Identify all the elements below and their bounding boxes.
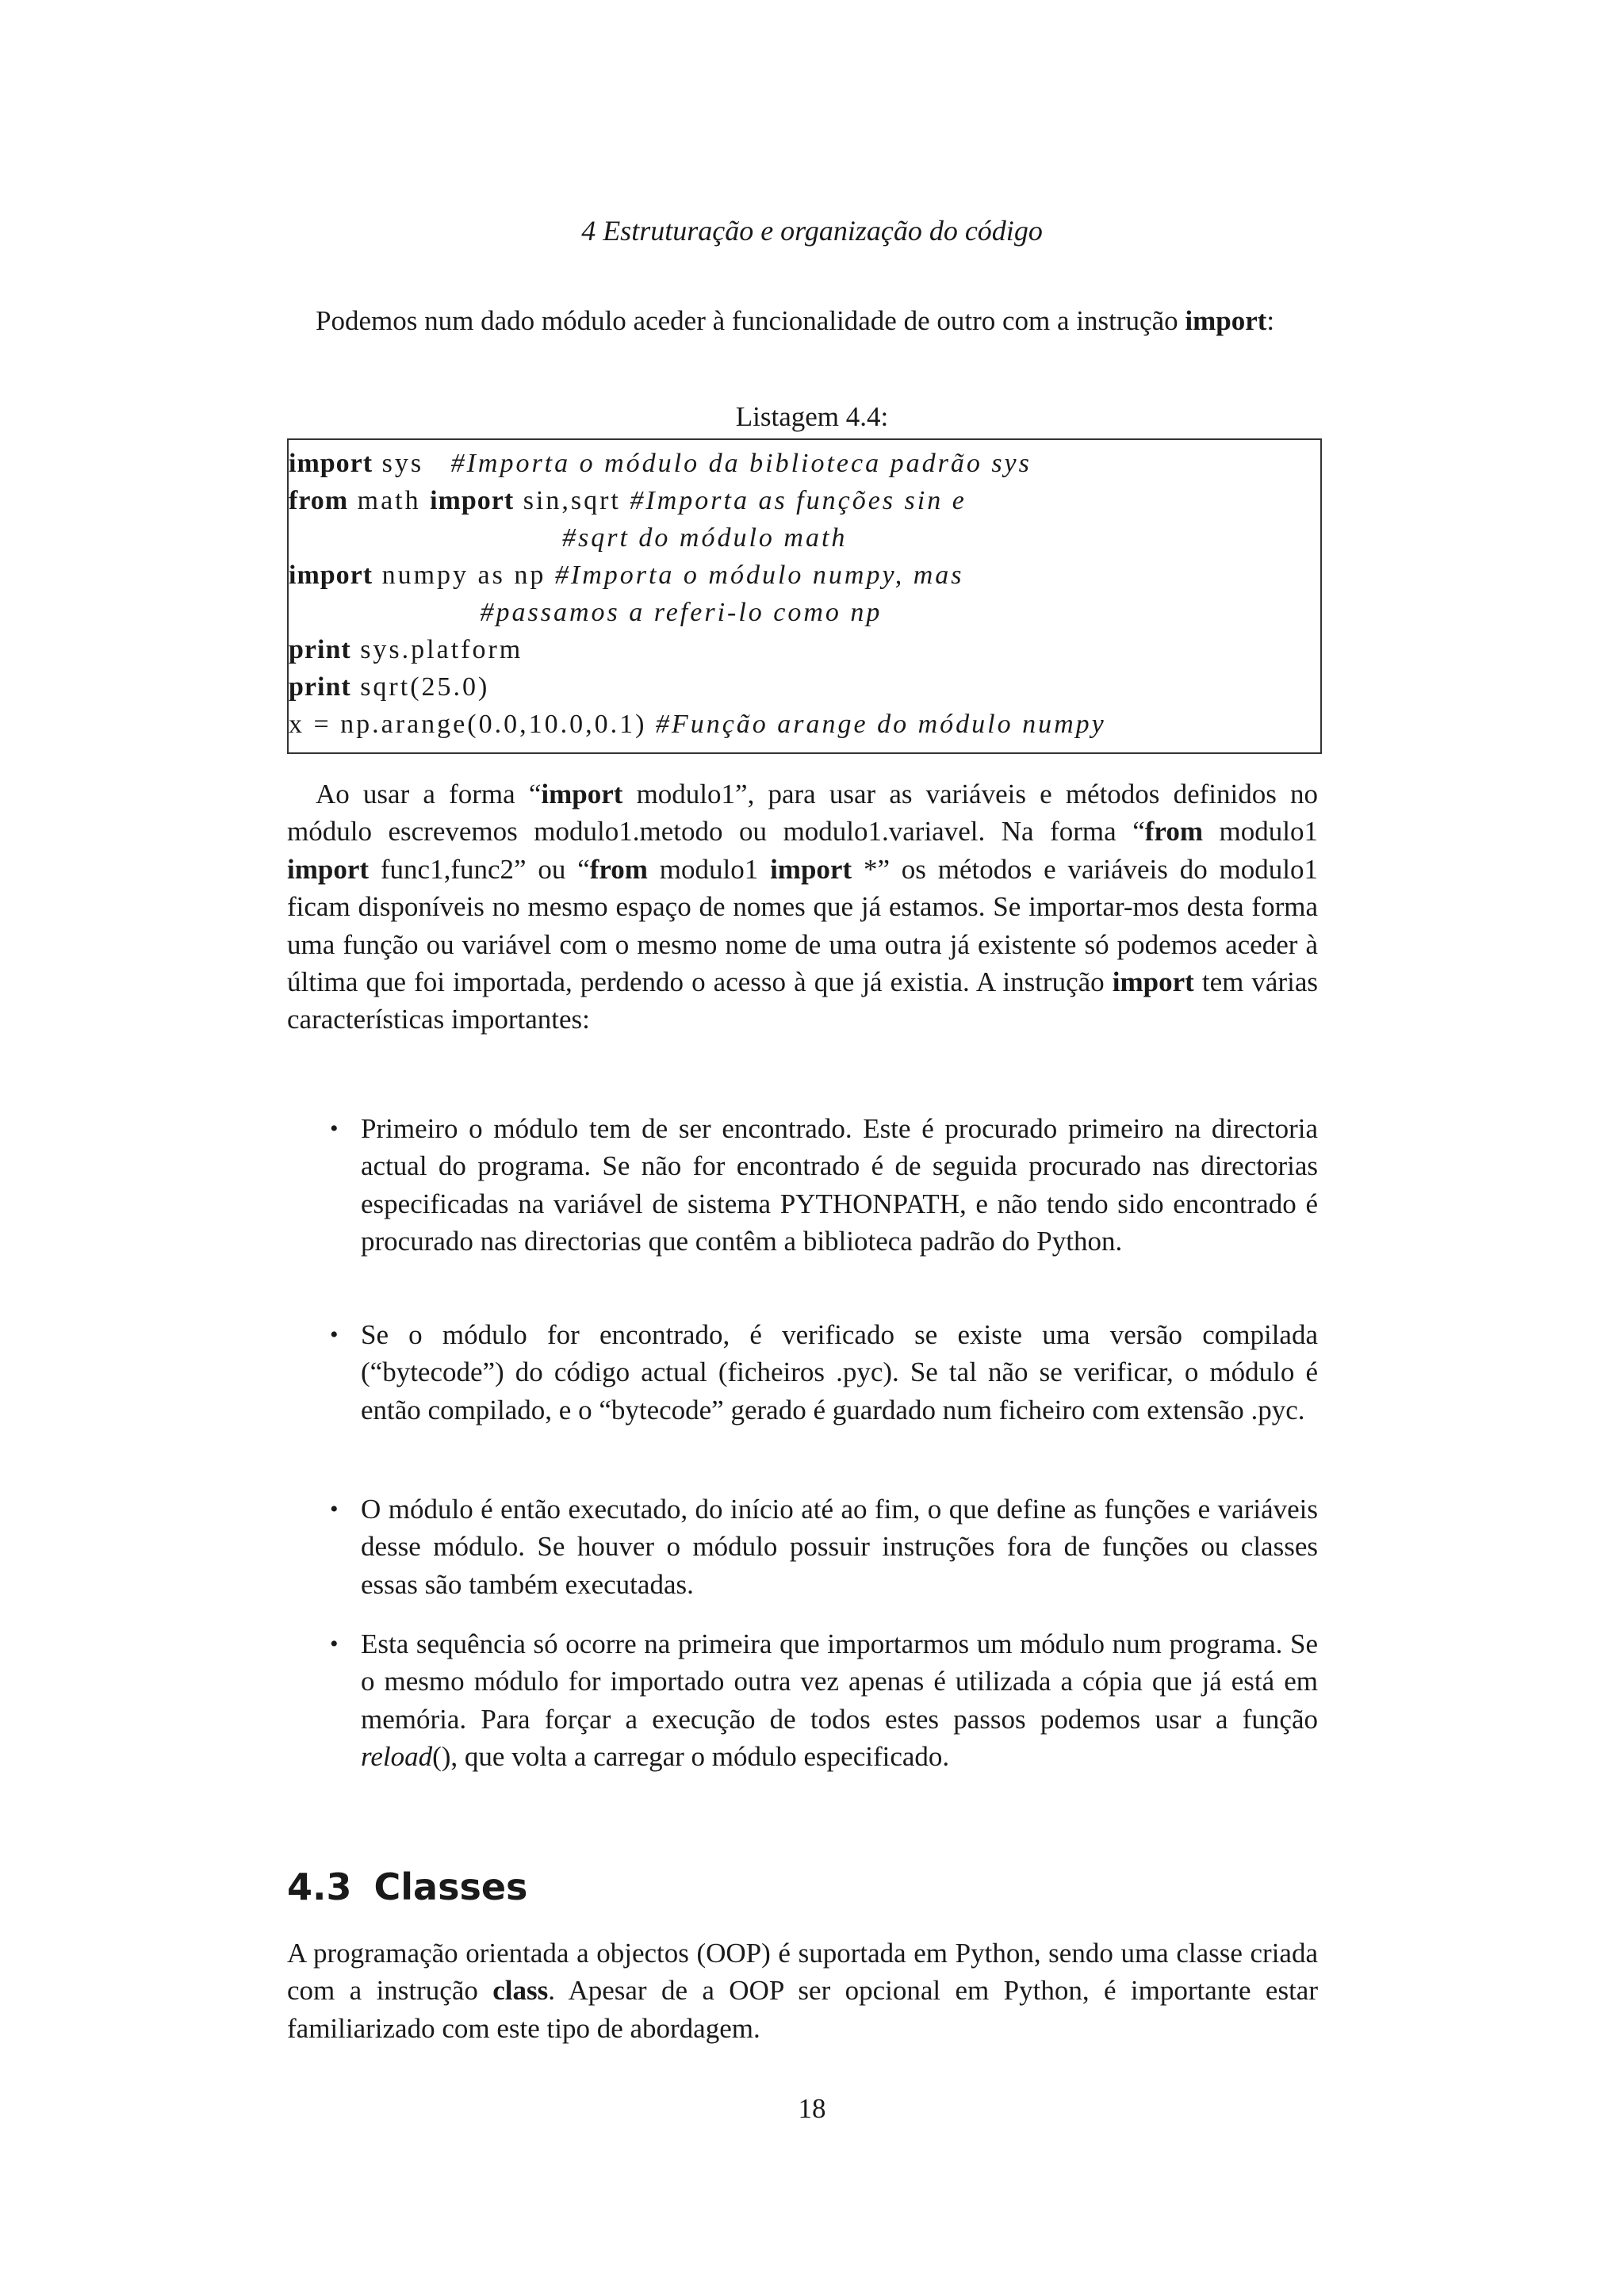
code-text: numpy as np xyxy=(373,561,555,590)
section-number: 4.3 xyxy=(287,1866,352,1908)
section-heading xyxy=(287,1866,527,1908)
code-comment: #Importa as funções sin e xyxy=(630,486,967,515)
code-line xyxy=(289,445,1032,482)
closing-text: A programação orientada a objectos (OOP) é suportada em Python, sendo uma classe criada com a instrução xyxy=(287,1938,1318,2007)
bullet-dot-icon: • xyxy=(330,1496,339,1522)
code-keyword: import xyxy=(289,561,373,590)
intro-text: Podemos num dado módulo aceder à funcionalidade de outro com a instrução xyxy=(316,305,1185,336)
code-keyword: print xyxy=(289,672,351,702)
closing-paragraph xyxy=(287,1934,1318,2047)
body-text: tem várias características importantes: xyxy=(287,966,1318,1035)
closing-keyword: class xyxy=(492,1975,549,2007)
bullet-text: Se o módulo for encontrado, é verificado se existe uma versão compilada (“bytecode”) do código actual (ficheiros .pyc). Se tal não se verificar, o módulo é então compilado, e o “bytecode” gerado é guardado num ficheiro com extensão .pyc. xyxy=(361,1319,1318,1425)
code-keyword: from xyxy=(289,486,349,515)
code-comment: #Importa o módulo numpy, mas xyxy=(554,561,964,590)
bullet-text: O módulo é então executado, do início até ao fim, o que define as funções e variáveis desse módulo. Se houver o módulo possuir instruções fora de funções ou classes essas são também executadas. xyxy=(361,1494,1318,1600)
bullet-item xyxy=(287,1625,1318,1776)
bullet-italic-function: reload xyxy=(361,1741,433,1773)
code-text: sqrt(25.0) xyxy=(350,672,490,702)
body-keyword: import xyxy=(770,853,852,885)
code-comment: #Função arange do módulo numpy xyxy=(655,710,1106,739)
bullet-text-part: Esta sequência só ocorre na primeira que importarmos um módulo num programa. Se o mesmo módulo for importado outra vez apenas é utilizada a cópia que já está em memória. Para forçar a execução de todos estes passos podemos usar a função xyxy=(361,1628,1318,1735)
body-text: modulo1 xyxy=(647,853,771,885)
body-keyword: from xyxy=(1144,816,1203,848)
body-paragraph-text xyxy=(287,775,1318,1039)
bullet-dot-icon: • xyxy=(330,1322,339,1348)
code-line xyxy=(289,594,882,631)
code-comment: #Importa o módulo da biblioteca padrão sys xyxy=(450,449,1032,478)
closing-text-end: . Apesar de a OOP ser opcional em Python, é importante estar familiarizado com este tipo de abordagem. xyxy=(287,1975,1318,2044)
code-text xyxy=(289,598,481,627)
listing-caption: Listagem 4.4: xyxy=(735,401,889,432)
body-text: modulo1”, para usar as variáveis e métodos definidos no módulo escrevemos modulo1.metodo ou modulo1.variavel. Na forma “ xyxy=(287,779,1318,848)
code-line xyxy=(289,482,967,519)
bullet-item xyxy=(287,1316,1318,1429)
code-text: math xyxy=(348,486,431,515)
bullet-dot-icon: • xyxy=(330,1115,339,1142)
bullet-dot-icon: • xyxy=(330,1631,339,1657)
bullet-item xyxy=(287,1110,1318,1261)
bullet-text-part: (), que volta a carregar o módulo especificado. xyxy=(432,1741,950,1773)
body-keyword: import xyxy=(1112,966,1194,998)
code-comment: #sqrt do módulo math xyxy=(562,523,848,553)
code-text: sys.platform xyxy=(350,635,523,664)
code-text: x = np.arange(0.0,10.0,0.1) xyxy=(289,710,656,739)
body-text: func1,func2” ou “ xyxy=(369,853,590,885)
code-comment: #passamos a referi-lo como np xyxy=(480,598,883,627)
intro-paragraph xyxy=(287,302,1318,339)
code-keyword: import xyxy=(430,486,515,515)
code-line xyxy=(289,519,847,557)
body-paragraph xyxy=(287,775,1318,1039)
body-text: Ao usar a forma “ xyxy=(316,779,542,809)
code-listing xyxy=(287,438,1322,754)
body-text: modulo1 xyxy=(1203,816,1318,848)
body-text: *” os métodos e variáveis do modulo1 ficam disponíveis no mesmo espaço de nomes que já estamos. Se importar-mos desta forma uma função ou variável com o mesmo nome de uma outra já existente só podemos aceder à última que foi importada, perdendo o acesso à que já existia. A instrução xyxy=(287,853,1318,998)
bullet-text xyxy=(361,1625,1318,1776)
code-keyword: print xyxy=(289,635,351,664)
code-line xyxy=(289,706,1106,743)
intro-keyword: import xyxy=(1185,305,1267,336)
code-line xyxy=(289,668,489,706)
bullet-item xyxy=(287,1490,1318,1603)
code-line xyxy=(289,557,963,594)
body-keyword: import xyxy=(287,853,370,885)
page-number: 18 xyxy=(798,2093,826,2124)
intro-text-end: : xyxy=(1266,305,1275,336)
bullet-text: Primeiro o módulo tem de ser encontrado. Este é procurado primeiro na directoria actual do programa. Se não for encontrado é de seguida procurado nas directorias especificadas na variável de sistema PYTHONPATH, e não tendo sido encontrado é procurado nas directorias que contêm a biblioteca padrão do Python. xyxy=(361,1113,1318,1257)
code-text xyxy=(289,523,562,553)
section-title: Classes xyxy=(373,1866,528,1908)
code-keyword: import xyxy=(289,449,373,478)
body-keyword: import xyxy=(541,779,623,809)
running-head: 4 Estruturação e organização do código xyxy=(581,215,1043,247)
code-text: sys xyxy=(373,449,451,478)
code-line xyxy=(289,631,523,668)
code-text: sin,sqrt xyxy=(514,486,630,515)
body-keyword: from xyxy=(589,853,648,885)
